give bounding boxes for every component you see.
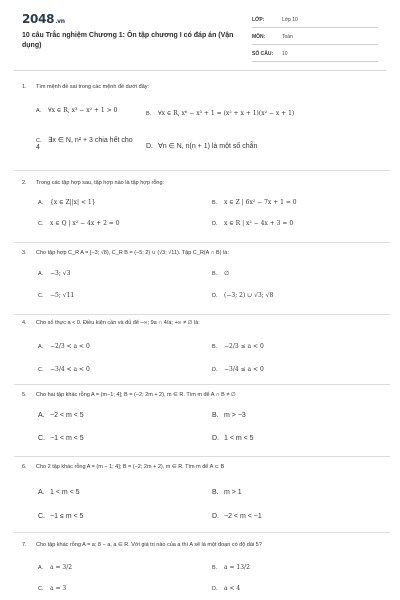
option-text: a < 4 [224, 585, 241, 592]
option-b[interactable] [212, 564, 250, 571]
logo-suffix: .vn [55, 18, 65, 25]
meta-value: Lớp 10 [282, 17, 298, 23]
question-stem: Cho tập hợp C_R A = [−3; √8), C_R B = (−5; 2) ∪ (√3; √11). Tập C_R(A ∩ B) là: [36, 250, 229, 256]
option-a[interactable] [38, 412, 84, 419]
option-letter: D. [212, 367, 218, 373]
option-text: a = 13/2 [224, 564, 250, 571]
worksheet-title: 10 câu Trắc nghiệm Chương 1: Ôn tập chương I có đáp án (Vận dụng) [22, 32, 234, 49]
question-2 [22, 180, 390, 240]
option-letter: B. [212, 271, 218, 277]
meta-row-subject [252, 31, 378, 45]
option-text: −2/3 ≤ a < 0 [224, 343, 264, 350]
option-text: −2/3 < a < 0 [50, 343, 90, 350]
option-letter: C. [36, 138, 42, 144]
option-text: {x ∈ Z||x| < 1} [50, 199, 96, 206]
option-text: −1 < m < 5 [50, 435, 84, 442]
option-d[interactable] [212, 366, 264, 373]
logo-main: 2048 [22, 12, 55, 26]
option-text: ∅ [224, 270, 230, 277]
option-c[interactable] [38, 435, 84, 442]
option-letter: D. [212, 293, 218, 299]
option-text: 1 < m < 5 [224, 435, 254, 442]
option-letter: A. [38, 489, 45, 496]
option-a[interactable] [38, 564, 72, 571]
question-number: 7. [22, 542, 27, 548]
question-number: 1. [22, 84, 27, 90]
option-letter: D. [212, 586, 218, 592]
option-letter: A. [38, 412, 45, 419]
option-d[interactable] [212, 513, 262, 520]
option-letter: D. [212, 513, 219, 520]
option-letter: A. [38, 344, 44, 350]
meta-row-question-count [252, 48, 378, 62]
option-c[interactable] [38, 220, 120, 227]
option-letter: A. [36, 108, 42, 114]
question-number: 6. [22, 464, 27, 470]
option-letter: D. [212, 435, 219, 442]
option-c[interactable] [36, 136, 136, 151]
option-text: 1 < m < 5 [50, 489, 80, 496]
option-text: −3; √3 [50, 270, 71, 277]
option-text: ∀x ∈ R, x³ − x² + 1 > 0 [48, 107, 118, 114]
option-c[interactable] [38, 292, 74, 299]
question-stem: Cho số thực a < 0. Điều kiện cần và đủ để −∞; 9a ∩ 4/a; +∞ ≠ ∅ là: [36, 320, 200, 326]
question-text [22, 320, 200, 326]
header-divider [14, 70, 386, 71]
question-stem: Cho 2 tập khác rỗng A = (m − 1; 4]; B = (−2; 2m + 2), m ∈ R. Tìm m để A ⊂ B [36, 464, 225, 470]
option-letter: B. [212, 565, 218, 571]
option-letter: A. [38, 200, 44, 206]
question-divider [14, 314, 390, 315]
option-a[interactable] [38, 489, 80, 496]
option-text: x ∈ R | x² − 4x + 3 = 0 [224, 220, 294, 227]
option-b[interactable] [212, 343, 264, 350]
question-3 [22, 250, 390, 310]
option-text: −3/4 < a < 0 [50, 366, 90, 373]
option-c[interactable] [38, 585, 66, 592]
option-d[interactable] [212, 292, 273, 299]
option-d[interactable] [212, 585, 240, 592]
option-d[interactable] [146, 142, 257, 150]
question-text [22, 392, 236, 398]
question-5 [22, 392, 390, 454]
question-stem: Tìm mệnh đề sai trong các mệnh đề dưới đây: [36, 84, 150, 90]
option-text: a = 3 [50, 585, 67, 592]
meta-label: LỚP: [252, 17, 265, 23]
option-letter: D. [146, 143, 153, 150]
option-text: ∀n ∈ N, n(n + 1) là một số chẵn [158, 143, 258, 150]
option-letter: B. [212, 200, 218, 206]
option-text: x ∈ Z | 6x² − 7x + 1 = 0 [224, 199, 297, 206]
option-text: −5; √11 [50, 292, 75, 299]
option-letter: C. [38, 513, 45, 520]
option-letter: B. [146, 111, 152, 117]
option-a[interactable] [38, 343, 90, 350]
option-text: −2 < m < −1 [224, 513, 262, 520]
question-7 [22, 542, 390, 598]
header [0, 0, 400, 72]
option-letter: C. [38, 586, 44, 592]
question-divider [14, 456, 390, 457]
option-a[interactable] [38, 270, 70, 277]
option-text: −1 ≤ m < 5 [50, 513, 84, 520]
question-number: 5. [22, 392, 27, 398]
question-1 [22, 84, 390, 170]
question-text [22, 250, 229, 256]
option-c[interactable] [38, 366, 90, 373]
question-stem: Cho tập khác rỗng A = a; 8 − a, a ∈ R. Với giá trị nào của a thì A sẽ là một đoạn có độ dài 5? [36, 542, 262, 548]
option-c[interactable] [38, 513, 83, 520]
question-divider [14, 170, 390, 171]
option-d[interactable] [212, 435, 254, 442]
question-divider [14, 532, 390, 533]
option-text: m > 1 [224, 489, 242, 496]
option-b[interactable] [212, 199, 297, 206]
option-text: −3/4 ≤ a < 0 [224, 366, 264, 373]
option-b[interactable] [146, 110, 294, 117]
option-a[interactable] [36, 107, 136, 114]
option-text: a = 3/2 [50, 564, 73, 571]
option-b[interactable] [212, 270, 229, 277]
option-text: x ∈ Q | x² − 4x + 2 = 0 [50, 220, 120, 227]
option-text: ∀x ∈ R, x⁶ − x³ + 1 = (x² + x + 1)(x² − x + 1) [158, 110, 295, 117]
option-letter: A. [38, 565, 44, 571]
option-letter: C. [38, 435, 45, 442]
question-number: 2. [22, 180, 27, 186]
option-b[interactable] [212, 412, 246, 419]
option-text: (−3; 2) ∪ √3; √8 [224, 292, 274, 299]
option-letter: B. [212, 344, 218, 350]
question-divider [14, 242, 390, 243]
option-b[interactable] [212, 489, 242, 496]
option-letter: B. [212, 489, 219, 496]
question-6 [22, 464, 390, 526]
option-letter: A. [38, 271, 44, 277]
question-text [22, 464, 224, 470]
meta-label: MÔN: [252, 34, 266, 40]
meta-value: Toán [282, 34, 293, 40]
option-d[interactable] [212, 220, 293, 227]
question-4 [22, 320, 390, 382]
meta-label: SỐ CÂU: [252, 51, 274, 57]
site-logo[interactable] [22, 12, 65, 26]
option-text: m > −3 [224, 412, 246, 419]
option-text: ∃x ∈ N, n² + 3 chia hết cho 4 [36, 137, 133, 151]
option-letter: D. [212, 221, 218, 227]
option-letter: B. [212, 412, 219, 419]
question-stem: Cho hai tập khác rỗng A = (m−1; 4]; B = (−2; 2m + 2), m ∈ R. Tìm m để A ∩ B ≠ ∅ [36, 392, 236, 398]
meta-row-class [252, 14, 378, 28]
option-letter: C. [38, 367, 44, 373]
question-stem: Trong các tập hợp sau, tập hợp nào là tập hợp rỗng: [36, 180, 165, 186]
question-text [22, 84, 149, 90]
question-text [22, 542, 262, 548]
option-text: −2 < m < 5 [50, 412, 84, 419]
meta-value: 10 [282, 51, 288, 57]
question-divider [14, 384, 390, 385]
question-number: 3. [22, 250, 27, 256]
meta-panel [252, 14, 378, 65]
option-letter: C. [38, 221, 44, 227]
option-letter: C. [38, 293, 44, 299]
question-text [22, 180, 164, 186]
option-a[interactable] [38, 199, 96, 206]
question-number: 4. [22, 320, 27, 326]
